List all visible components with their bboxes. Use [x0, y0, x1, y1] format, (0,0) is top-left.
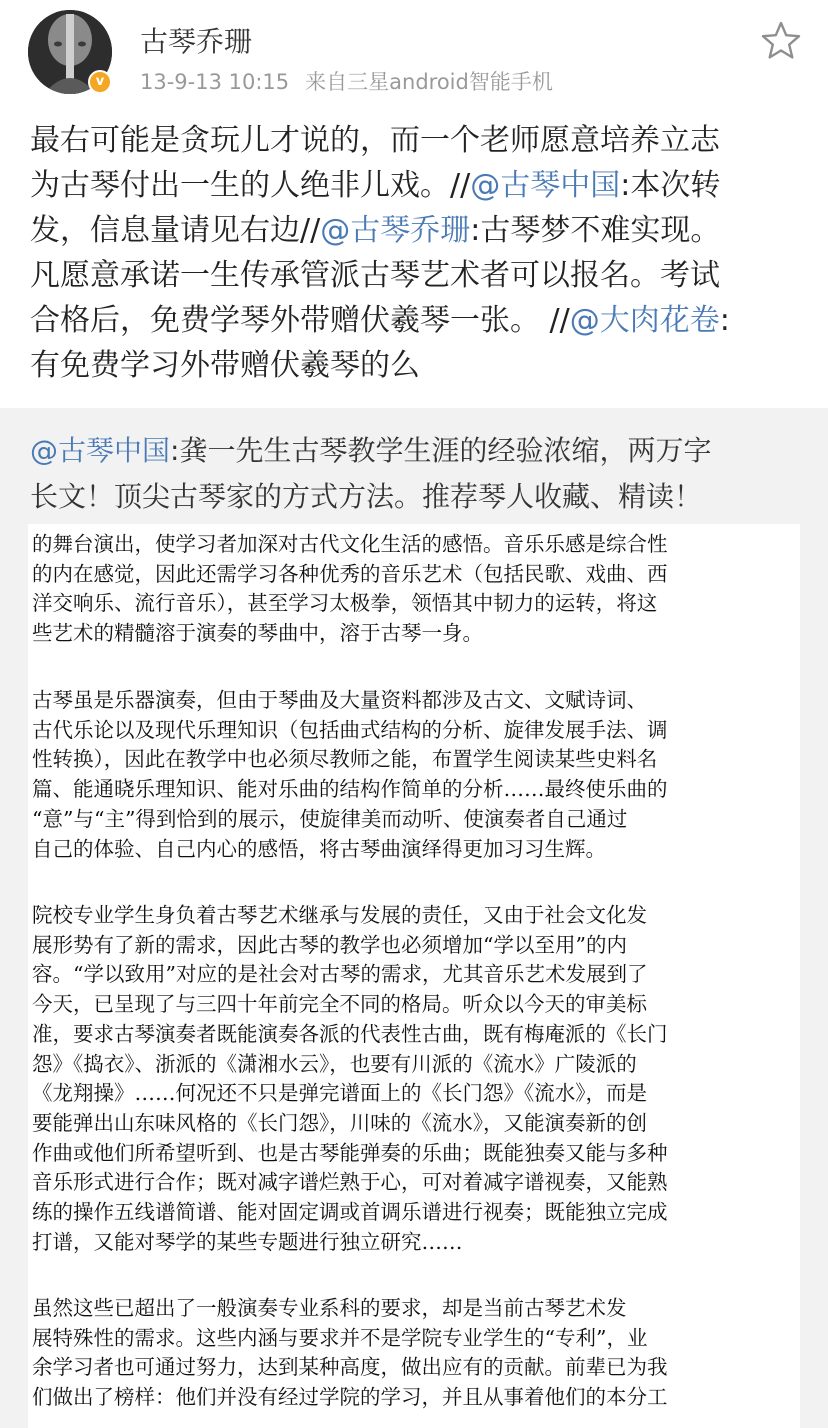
- article-line: 虽然这些已超出了一般演奏专业系科的要求，却是当前古琴艺术发: [32, 1296, 627, 1320]
- article-line: 练的操作五线谱简谱、能对固定调或首调乐谱进行视奏；既能独立完成: [32, 1200, 668, 1225]
- article-line: 容。“学以致用”对应的是社会对古琴的需求，尤其音乐艺术发展到了: [32, 962, 648, 987]
- article-paragraph: [32, 686, 798, 864]
- text-run: 合格后，免费学琴外带赠伏羲琴一张。 //: [30, 303, 570, 338]
- article-line: 打谱，又能对琴学的某些专题进行独立研究……: [32, 1229, 463, 1254]
- article-image[interactable]: [28, 524, 800, 1428]
- article-line: 展特殊性的需求。这些内涵与要求并不是学院专业学生的“专利”，业: [32, 1325, 648, 1350]
- post-time: 13-9-13 10:15: [140, 70, 290, 94]
- post-header: [0, 0, 828, 110]
- article-paragraph: [32, 530, 798, 649]
- text-run: 有免费学习外带赠伏羲琴的么: [30, 348, 420, 383]
- article-paragraph: [32, 1294, 798, 1413]
- article-line: 自己的体验、自己内心的感悟，将古琴曲演绎得更加习习生辉。: [32, 836, 606, 861]
- post-text-line: [30, 253, 800, 298]
- article-line: 今天，已呈现了与三四十年前完全不同的格局。听众以今天的审美标: [32, 992, 647, 1017]
- post-meta: [140, 66, 553, 96]
- article-line: 的舞台演出，使学习者加深对古代文化生活的感悟。音乐乐感是综合性: [32, 532, 668, 556]
- text-run: 最右可能是贪玩儿才说的，而一个老师愿意培养立志: [30, 123, 720, 158]
- post-text: [30, 118, 800, 388]
- article-line: 院校专业学生身负着古琴艺术继承与发展的责任，又由于社会文化发: [32, 903, 647, 927]
- text-run: :: [719, 303, 730, 338]
- article-line: 《龙翔操》……何况还不只是弹完谱面上的《长门怨》《流水》，而是: [32, 1081, 647, 1106]
- repost-text-line: [30, 474, 810, 520]
- post-text-line: [30, 298, 800, 343]
- post-source: 来自三星android智能手机: [305, 70, 553, 94]
- repost-text-line: [30, 428, 810, 474]
- verified-badge-icon: v: [88, 70, 112, 94]
- article-line: 展形势有了新的需求，因此古琴的教学也必须增加“学以至用”的内: [32, 932, 627, 957]
- article-line: 要能弹出山东味风格的《长门怨》，川味的《流水》，又能演奏新的创: [32, 1110, 647, 1135]
- mention-link[interactable]: @古琴乔珊: [320, 213, 471, 248]
- mention-link[interactable]: @古琴中国: [470, 168, 621, 203]
- post-text-line: [30, 208, 800, 253]
- article-line: 余学习者也可通过努力，达到某种高度，做出应有的贡献。前辈已为我: [32, 1355, 668, 1380]
- article-line: 篇、能通晓乐理知识、能对乐曲的结构作简单的分析……最终使乐曲的: [32, 777, 668, 802]
- text-run: :龚一先生古琴教学生涯的经验浓缩，两万字: [170, 434, 712, 467]
- star-icon[interactable]: [758, 18, 804, 64]
- article-line: 作曲或他们所希望听到、也是古琴能弹奏的乐曲；既能独奏又能与多种: [32, 1140, 668, 1165]
- article-line: 些艺术的精髓溶于演奏的琴曲中，溶于古琴一身。: [32, 621, 483, 646]
- text-run: 发，信息量请见右边//: [30, 213, 321, 248]
- article-line: 性转换），因此在教学中也必须尽教师之能，布置学生阅读某些史料名: [32, 747, 658, 772]
- article-line: “意”与“主”得到恰到的展示，使旋律美而动听、使演奏者自己通过: [32, 806, 628, 831]
- mention-link[interactable]: @古琴中国: [30, 434, 171, 467]
- text-run: 为古琴付出一生的人绝非儿戏。//: [30, 168, 471, 203]
- article-line: 古琴虽是乐器演奏，但由于琴曲及大量资料都涉及古文、文赋诗词、: [32, 688, 647, 712]
- text-run: 长文！顶尖古琴家的方式方法。推荐琴人收藏、精读！: [30, 480, 703, 513]
- post-text-line: [30, 163, 800, 208]
- text-run: :本次转: [620, 168, 721, 203]
- mention-link[interactable]: @大肉花卷: [569, 303, 720, 338]
- post-text-line: [30, 118, 800, 163]
- repost-card[interactable]: [0, 408, 828, 1428]
- article-line: 的内在感觉，因此还需学习各种优秀的音乐艺术（包括民歌、戏曲、西: [32, 561, 668, 586]
- article-line: 古代乐论以及现代乐理知识（包括曲式结构的分析、旋律发展手法、调: [32, 717, 668, 742]
- article-line: 音乐形式进行合作；既对减字谱烂熟于心，可对着减字谱视奏，又能熟: [32, 1170, 668, 1195]
- text-run: :古琴梦不难实现。: [470, 213, 721, 248]
- post-text-line: [30, 343, 800, 388]
- repost-text: [30, 428, 810, 520]
- text-run: 凡愿意承诺一生传承管派古琴艺术者可以报名。考试: [30, 258, 720, 293]
- article-line: 准，要求古琴演奏者既能演奏各派的代表性古曲，既有梅庵派的《长门: [32, 1021, 668, 1046]
- article-line: 们做出了榜样：他们并没有经过学院的学习，并且从事着他们的本分工: [32, 1385, 668, 1410]
- author-name[interactable]: 古琴乔珊: [140, 25, 253, 58]
- article-line: 怨》《捣衣》、浙派的《潇湘水云》，也要有川派的《流水》广陵派的: [32, 1051, 637, 1076]
- article-line: 洋交响乐、流行音乐），甚至学习太极拳，领悟其中韧力的运转，将这: [32, 591, 658, 616]
- article-paragraph: [32, 901, 798, 1257]
